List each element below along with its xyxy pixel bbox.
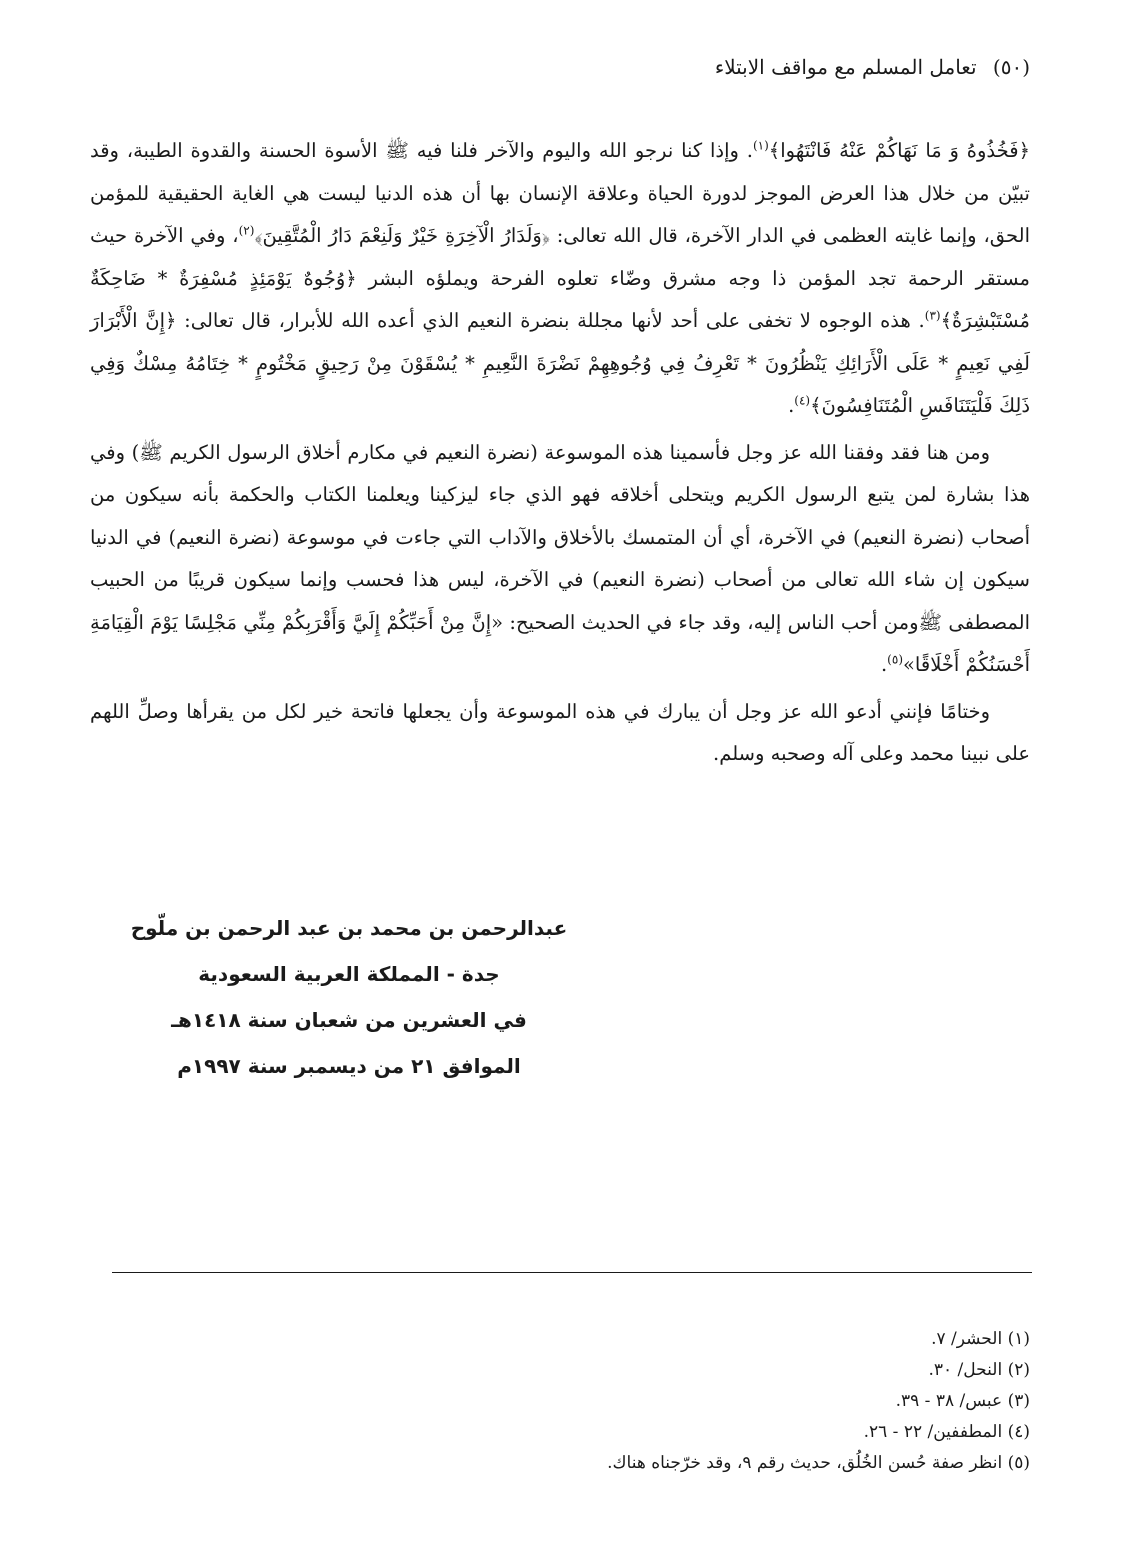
footnote-ref-3: (٣) (924, 308, 941, 323)
footnote-ref-2: (٢) (238, 223, 255, 238)
paragraph-2-end: . (880, 653, 888, 676)
paragraph-1-text-c: . هذه الوجوه لا تخفى على أحد لأنها مجللة بنضرة النعيم الذي أعده الله للأبرار، قال تعالى: ﴿إِنَّ الْأَبْرَارَ لَفِي نَعِيمٍ * عَلَى الْأَرَائِكِ يَنْظُرُونَ * تَعْرِفُ فِي وُجُوهِهِمْ نَضْرَةَ النَّعِيمِ * يُسْقَوْنَ مِنْ رَحِيقٍ مَخْتُومٍ * خِتَامُهُ مِسْكٌ وَفِي ذَلِكَ فَلْيَتَنَافَسِ الْمُتَنَافِسُونَ﴾ (90, 309, 1030, 417)
quran-quote-1: ﴿فَخُذُوهُ وَ مَا نَهَاكُمْ عَنْهُ فَانْتَهُوا﴾ (768, 139, 1030, 162)
signature-block (119, 905, 579, 1089)
paragraph-1-end: . (788, 394, 795, 417)
paragraph-2-text: ومن هنا فقد وفقنا الله عز وجل فأسمينا هذه الموسوعة (نضرة النعيم في مكارم أخلاق الرسول الكريم ﷺ) وفي هذا بشارة لمن يتبع الرسول الكريم ويتحلى أخلاقه فهو الذي جاء ليزكينا ويعلمنا الكتاب والحكمة بأنه سيكون من أصحاب (نضرة النعيم) في الآخرة، أي أن المتمسك بالأخلاق والآداب التي جاءت في موسوعة (نضرة النعيم) في الدنيا سيكون إن شاء الله تعالى من أصحاب (نضرة النعيم) في الآخرة، ليس هذا فحسب وإنما سيكون قريبًا من الحبيب المصطفى ﷺومن أحب الناس إليه، وقد جاء في الحديث الصحيح: «إِنَّ مِنْ أَحَبِّكُمْ إِلَيَّ وَأَقْرَبِكُمْ مِنِّي مَجْلِسًا يَوْمَ الْقِيَامَةِ أَحْسَنُكُمْ أَخْلَاقًا» (90, 440, 1030, 676)
running-header (715, 52, 1030, 82)
paragraph-1-text-a: . وإذا كنا نرجو الله واليوم والآخر فلنا فيه ﷺ الأسوة الحسنة والقدوة الطيبة، وقد تبيّن من خلال هذا العرض الموجز لدورة الحياة وعلاقة الإنسان بها أن هذه الدنيا ليست هي الغاية الحقيقية للمؤمن الحق، وإنما غايته العظمى في الدار الآخرة، قال الله تعالى: ﴿وَلَدَارُ الْآخِرَةِ خَيْرٌ وَلَنِعْمَ دَارُ الْمُتَّقِينَ﴾ (90, 139, 1030, 247)
paragraph-2 (90, 432, 1030, 687)
footnote-divider (112, 1272, 1032, 1273)
footnote-1: (١) الحشر/ ٧. (931, 1329, 1030, 1349)
header-title: تعامل المسلم مع مواقف الابتلاء (714, 55, 977, 79)
paragraph-3-text: وختامًا فإنني أدعو الله عز وجل أن يبارك في هذه الموسوعة وأن يجعلها فاتحة خير لكل من يقرأها وصلِّ اللهم على نبينا محمد وعلى آله وصحبه وسلم. (90, 699, 1030, 765)
footnotes (110, 1324, 1030, 1479)
hijri-date: في العشرين من شعبان سنة ١٤١٨هـ (171, 1008, 527, 1032)
footnote-2: (٢) النحل/ ٣٠. (928, 1360, 1030, 1380)
footnote-ref-1: (١) (752, 138, 769, 153)
main-body-text (90, 130, 1030, 780)
author-name: عبدالرحمن بن محمد بن عبد الرحمن بن ملّوح (130, 916, 568, 940)
paragraph-3 (90, 691, 1030, 776)
footnote-3: (٣) عبس/ ٣٨ - ٣٩. (895, 1391, 1030, 1411)
gregorian-date: الموافق ٢١ من ديسمبر سنة ١٩٩٧م (177, 1054, 521, 1078)
footnote-ref-4: (٤) (794, 393, 811, 408)
footnote-ref-5: (٥) (887, 652, 903, 667)
paragraph-1-text-b: ، وفي الآخرة حيث مستقر الرحمة تجد المؤمن ذا وجه مشرق وضّاء تعلوه الفرحة ويملؤه البشر ﴿وُجُوهٌ يَوْمَئِذٍ مُسْفِرَةٌ * ضَاحِكَةٌ مُسْتَبْشِرَةٌ﴾ (90, 224, 1030, 332)
author-place: جدة - المملكة العربية السعودية (198, 962, 500, 986)
paragraph-1 (90, 130, 1030, 428)
page-number: (٥٠) (992, 55, 1030, 79)
footnote-5: (٥) انظر صفة حُسن الخُلُق، حديث رقم ٩، وقد خرّجناه هناك. (607, 1453, 1030, 1473)
footnote-4: (٤) المطففين/ ٢٢ - ٢٦. (863, 1422, 1030, 1442)
